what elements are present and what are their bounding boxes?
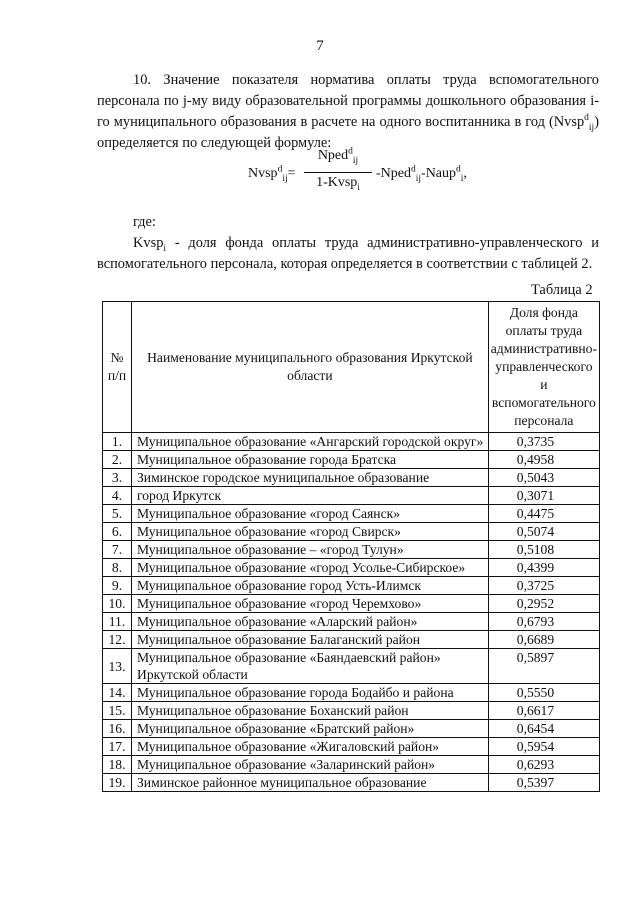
row-number: 1. <box>103 433 132 451</box>
table-row <box>103 505 600 523</box>
row-value: 0,2952 <box>488 595 599 613</box>
tail-sub-ij: ij <box>588 122 595 133</box>
page-number: 7 <box>316 38 324 54</box>
table-body <box>103 433 600 792</box>
municipal-table <box>102 301 600 792</box>
table-row <box>103 613 600 631</box>
row-value: 0,4475 <box>488 505 599 523</box>
row-value: 0,4958 <box>488 451 599 469</box>
row-number: 14. <box>103 684 132 702</box>
row-value: 0,3735 <box>488 433 599 451</box>
row-name: Муниципальное образование «Жигаловский район» <box>132 738 489 756</box>
row-value: 0,5897 <box>488 649 599 684</box>
table-row <box>103 738 600 756</box>
row-number: 10. <box>103 595 132 613</box>
row-name: Муниципальное образование города Братска <box>132 451 489 469</box>
formula-denominator: 1-Kvsp$_i$ <box>316 175 360 193</box>
paragraph-10-tail-open: (Nvsp <box>548 114 585 130</box>
row-value: 0,5043 <box>488 469 599 487</box>
table-label: Таблица 2 <box>531 282 593 298</box>
row-number: 18. <box>103 756 132 774</box>
row-name: Муниципальное образование Боханский район <box>132 702 489 720</box>
row-number: 13. <box>103 649 132 684</box>
header-num: № п/п <box>103 302 132 433</box>
table-header-row <box>103 302 600 433</box>
row-name: город Иркутск <box>132 487 489 505</box>
kvsp-text: - доля фонда оплаты труда административно-управленческого и вспомогательного персонала, которая определяется в соответствии с таблицей 2. <box>97 235 599 272</box>
row-value: 0,6293 <box>488 756 599 774</box>
row-value: 0,6617 <box>488 702 599 720</box>
table-row <box>103 541 600 559</box>
table-row <box>103 559 600 577</box>
row-number: 8. <box>103 559 132 577</box>
formula-fraction <box>304 148 372 191</box>
table-row <box>103 487 600 505</box>
row-number: 12. <box>103 631 132 649</box>
row-value: 0,5108 <box>488 541 599 559</box>
header-name: Наименование муниципального образования Иркутской области <box>132 302 489 433</box>
paragraph-10 <box>97 70 599 154</box>
tail-sup-d: d <box>584 113 589 124</box>
row-value: 0,6793 <box>488 613 599 631</box>
table-row <box>103 684 600 702</box>
row-name: Муниципальное образование «Аларский район» <box>132 613 489 631</box>
row-name: Муниципальное образование «город Черемхово» <box>132 595 489 613</box>
row-name: Муниципальное образование – «город Тулун» <box>132 541 489 559</box>
row-number: 5. <box>103 505 132 523</box>
table-row <box>103 756 600 774</box>
table-row <box>103 523 600 541</box>
table-row <box>103 469 600 487</box>
paragraph-10-tail-close: ) определяется по следующей формуле: <box>97 114 599 151</box>
table-row <box>103 702 600 720</box>
row-name: Муниципальное образование «Ангарский городской округ» <box>132 433 489 451</box>
row-value: 0,4399 <box>488 559 599 577</box>
row-value: 0,6454 <box>488 720 599 738</box>
row-number: 2. <box>103 451 132 469</box>
formula-numerator: Nped$^d_{ij}$ <box>304 148 372 173</box>
row-number: 19. <box>103 774 132 792</box>
row-value: 0,3725 <box>488 577 599 595</box>
row-name: Зиминское городское муниципальное образование <box>132 469 489 487</box>
row-value: 0,5954 <box>488 738 599 756</box>
row-number: 3. <box>103 469 132 487</box>
table-row <box>103 433 600 451</box>
row-name: Муниципальное образование Балаганский район <box>132 631 489 649</box>
row-number: 4. <box>103 487 132 505</box>
row-value: 0,3071 <box>488 487 599 505</box>
row-name: Муниципальное образование «город Усолье-Сибирское» <box>132 559 489 577</box>
kvsp-sub: i <box>163 243 167 254</box>
row-value: 0,6689 <box>488 631 599 649</box>
table-row <box>103 774 600 792</box>
row-name: Муниципальное образование «город Саянск» <box>132 505 489 523</box>
row-value: 0,5397 <box>488 774 599 792</box>
where-label: где: <box>133 214 156 230</box>
row-name: Зиминское районное муниципальное образование <box>132 774 489 792</box>
row-value: 0,5074 <box>488 523 599 541</box>
row-value: 0,5550 <box>488 684 599 702</box>
row-name: Муниципальное образование город Усть-Илимск <box>132 577 489 595</box>
header-share: Доля фонда оплаты труда административно-управленческого и вспомогательного персонала <box>488 302 599 433</box>
table-row <box>103 649 600 684</box>
row-name: Муниципальное образование «город Свирск» <box>132 523 489 541</box>
table-row <box>103 631 600 649</box>
row-name: Муниципальное образование «Братский район» <box>132 720 489 738</box>
kvsp-definition <box>97 233 599 275</box>
table-row <box>103 577 600 595</box>
row-number: 9. <box>103 577 132 595</box>
row-number: 17. <box>103 738 132 756</box>
table-row <box>103 595 600 613</box>
row-number: 16. <box>103 720 132 738</box>
row-number: 7. <box>103 541 132 559</box>
row-number: 15. <box>103 702 132 720</box>
table-row <box>103 451 600 469</box>
table-row <box>103 720 600 738</box>
formula-lhs: Nvsp$^d_{ij}$= <box>248 164 296 184</box>
row-name: Муниципальное образование города Бодайбо и района <box>132 684 489 702</box>
formula-rest: -Nped$^d_{ij}$-Naup$^d_i$, <box>376 164 467 184</box>
paragraph-10-text: 10. Значение показателя норматива оплаты труда вспомогательного персонала по j-му виду образовательной программы дошкольного образования i-го муниципального образования в расчете на одного воспитанника в год <box>97 72 599 130</box>
kvsp-symbol: Kvsp <box>133 235 164 251</box>
row-number: 11. <box>103 613 132 631</box>
row-name: Муниципальное образование «Заларинский район» <box>132 756 489 774</box>
row-number: 6. <box>103 523 132 541</box>
row-name: Муниципальное образование «Баяндаевский район» Иркутской области <box>132 649 489 684</box>
